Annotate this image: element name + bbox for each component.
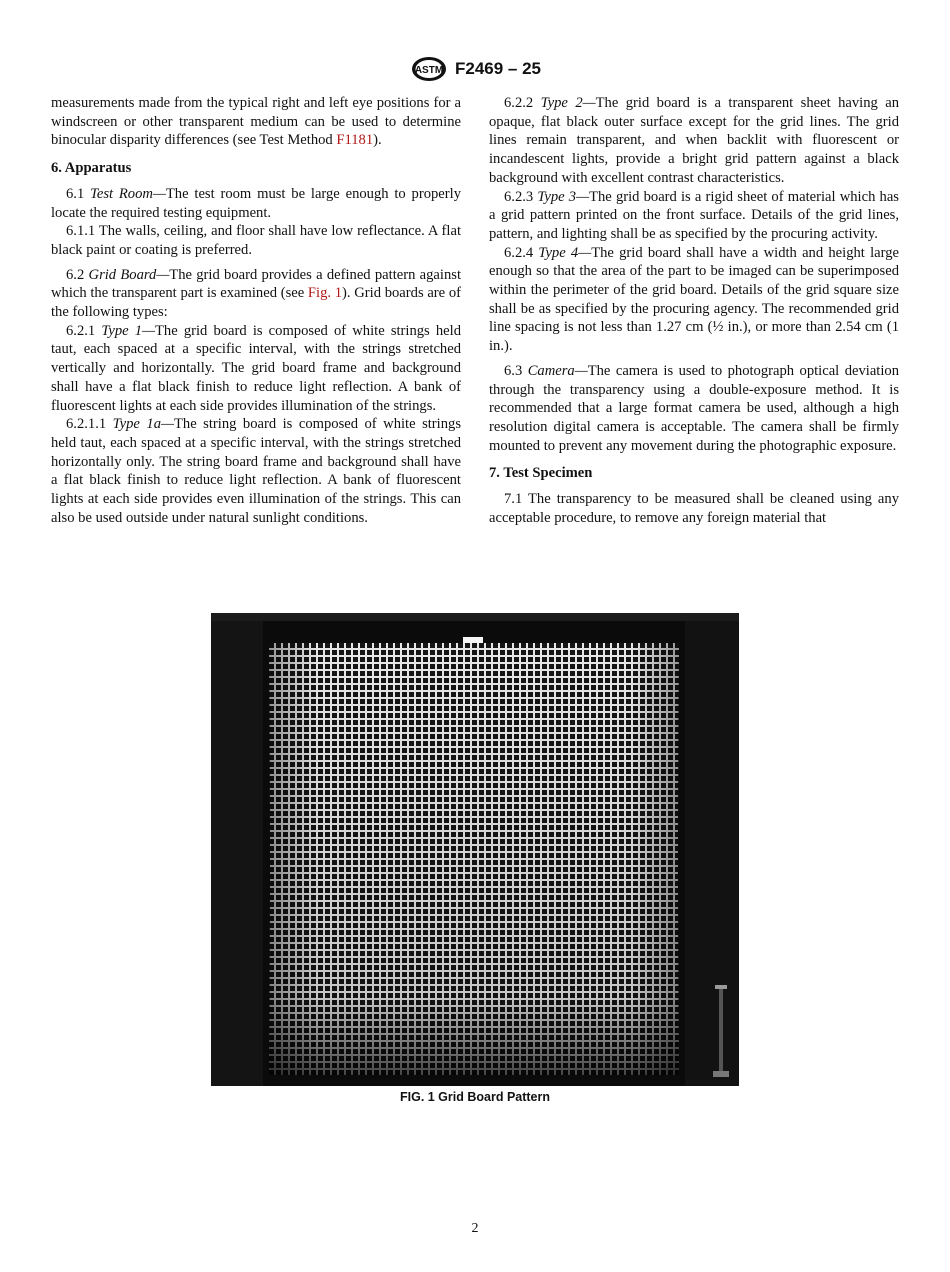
grid-board-photo	[211, 613, 739, 1086]
section-6-heading: 6. Apparatus	[51, 160, 132, 177]
document-id: F2469 – 25	[454, 59, 541, 78]
paragraph-6-1: 6.1 Test Room—The test room must be large enough to properly locate the required testing equipment.	[51, 185, 461, 221]
paragraph-6-2-1: 6.2.1 Type 1—The grid board is composed of white strings held taut, each spaced at a specific interval, with the strings stretched vertically and horizontally. The grid board frame and background shall have a flat black finish to reduce light reflection. A bank of fluorescent lights at each side provides illumination of the strings.	[51, 322, 461, 414]
paragraph-7-1: 7.1 The transparency to be measured shall be cleaned using any acceptable procedure, to remove any foreign material that	[489, 491, 899, 526]
astm-logo-icon	[409, 56, 449, 82]
fig-1-link[interactable]: Fig. 1	[307, 285, 343, 302]
left-column	[51, 94, 461, 527]
grid-board-image	[211, 613, 739, 1086]
paragraph-6-2-3: 6.2.3 Type 3—The grid board is a rigid sheet of material which has a grid pattern printed on the front surface. Details of the grid lines, pattern, and lighting shall be as specified by the procuring activity.	[489, 188, 899, 242]
page-number: 2	[471, 1221, 479, 1236]
paragraph-6-2-1-1: 6.2.1.1 Type 1a—The string board is composed of white strings held taut, each spaced at a specific interval, with the strings stretched horizontally only. The string board frame and background shall have a flat black finish to reduce light reflection. A bank of fluorescent lights at each side provides even illumination of the strings. This can also be used outside under natural sunlight conditions.	[51, 416, 461, 526]
page-header	[0, 56, 950, 82]
paragraph-6-2: 6.2 Grid Board—The grid board provides a defined pattern against which the transparent part is examined (see Fig. 1). Grid boards are of the following types:	[51, 266, 462, 321]
f1181-link[interactable]: F1181	[336, 132, 374, 149]
paragraph-continued: measurements made from the typical right and left eye positions for a windscreen or other transparent medium can be used to determine binocular disparity differences (see Test Method F1181).	[51, 95, 461, 149]
section-7-heading: 7. Test Specimen	[489, 465, 593, 482]
paragraph-6-2-4: 6.2.4 Type 4—The grid board shall have a width and height large enough so that the area of the part to be imaged can be superimposed within the perimeter of the grid board. Details of the grid square size shall be as specified by the procuring agency. The recommended grid line spacing is not less than 1.27 cm (½ in.), or more than 2.54 cm (1 in.).	[489, 244, 899, 355]
right-column	[489, 94, 899, 527]
svg-text:ASTM: ASTM	[414, 65, 444, 76]
paragraph-6-1-1: 6.1.1 The walls, ceiling, and floor shall have low reflectance. A flat black paint or coating is preferred.	[51, 223, 461, 258]
figure-caption: FIG. 1 Grid Board Pattern	[399, 1090, 551, 1104]
paragraph-6-3: 6.3 Camera—The camera is used to photograph optical deviation through the transparency using a double-exposure method. It is recommended that a large format camera be used, although a high resolution digital camera is acceptable. The camera shall be firmly mounted to prevent any movement during the photographic exposure.	[489, 362, 899, 454]
paragraph-6-2-2: 6.2.2 Type 2—The grid board is a transparent sheet having an opaque, flat black outer surface except for the grid lines. The grid lines remain transparent, and when backlit with fluorescent or incandescent lights, provide a bright grid pattern against a black background with excellent contrast characteristics.	[489, 95, 899, 186]
